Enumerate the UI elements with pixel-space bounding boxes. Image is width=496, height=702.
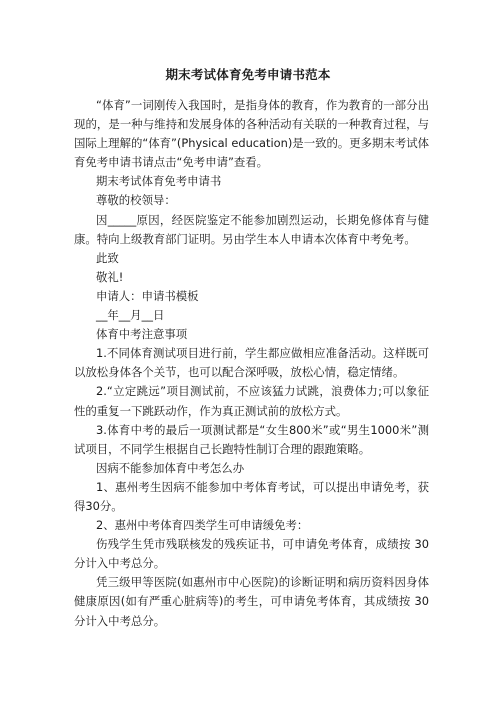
paragraph-illness-3: 伤残学生凭市残联核发的残疾证书，可申请免考体育，成绩按 30分计入中考总分。	[74, 537, 429, 571]
paragraph-illness-1: 1、惠州考生因病不能参加中考体育考试，可以提出申请免考，获得30分。	[74, 479, 429, 513]
paragraph-reason: 因_____原因，经医院鉴定不能参加剧烈运动，长期免修体育与健康。特向上级教育部门证明。另由学生本人申请本次体育中考免考。	[74, 212, 429, 246]
paragraph-illness-heading: 因病不能参加体育中考怎么办	[96, 460, 245, 475]
paragraph-date: __年__月__日	[96, 308, 165, 323]
paragraph-note-3: 3.体育中考的最后一项测试都是“女生800米”或“男生1000米”测试项目，不同学生根据自己长跑特性制订合理的跟跑策略。	[74, 422, 429, 456]
paragraph-closing-2: 敬礼!	[96, 269, 124, 284]
paragraph-illness-2: 2、惠州中考体育四类学生可申请缓免考：	[96, 518, 309, 533]
document-body	[74, 96, 429, 631]
paragraph-note-1: 1.不同体育测试项目进行前，学生都应做相应准备活动。这样既可以放松身体各个关节，也可以配合深呼吸，放松心情，稳定情绪。	[74, 346, 429, 380]
document-title: 期末考试体育免考申请书范本	[165, 67, 331, 82]
paragraph-notes-heading: 体育中考注意事项	[96, 327, 188, 342]
paragraph-note-2: 2.“立定跳远”项目测试前，不应该猛力试跳，浪费体力;可以象征性的重复一下跳跃动作，作为真正测试前的放松方式。	[74, 384, 429, 418]
paragraph-salutation: 尊敬的校领导：	[96, 193, 176, 208]
paragraph-letter-heading: 期末考试体育免考申请书	[96, 174, 222, 189]
paragraph-applicant: 申请人：申请书模板	[96, 288, 199, 303]
paragraph-closing-1: 此致	[96, 250, 119, 265]
paragraph-intro: “体育”一词刚传入我国时，是指身体的教育，作为教育的一部分出现的，是一种与维持和发展身体的各种活动有关联的一种教育过程，与国际上理解的“体育”(Physical education)是一致的。更多期末考试体育免考申请书请点击“免考申请”查看。	[74, 98, 429, 170]
paragraph-illness-4: 凭三级甲等医院(如惠州市中心医院)的诊断证明和病历资料因身体健康原因(如有严重心脏病等)的考生，可申请免考体育，其成绩按 30分计入中考总分。	[74, 575, 429, 628]
